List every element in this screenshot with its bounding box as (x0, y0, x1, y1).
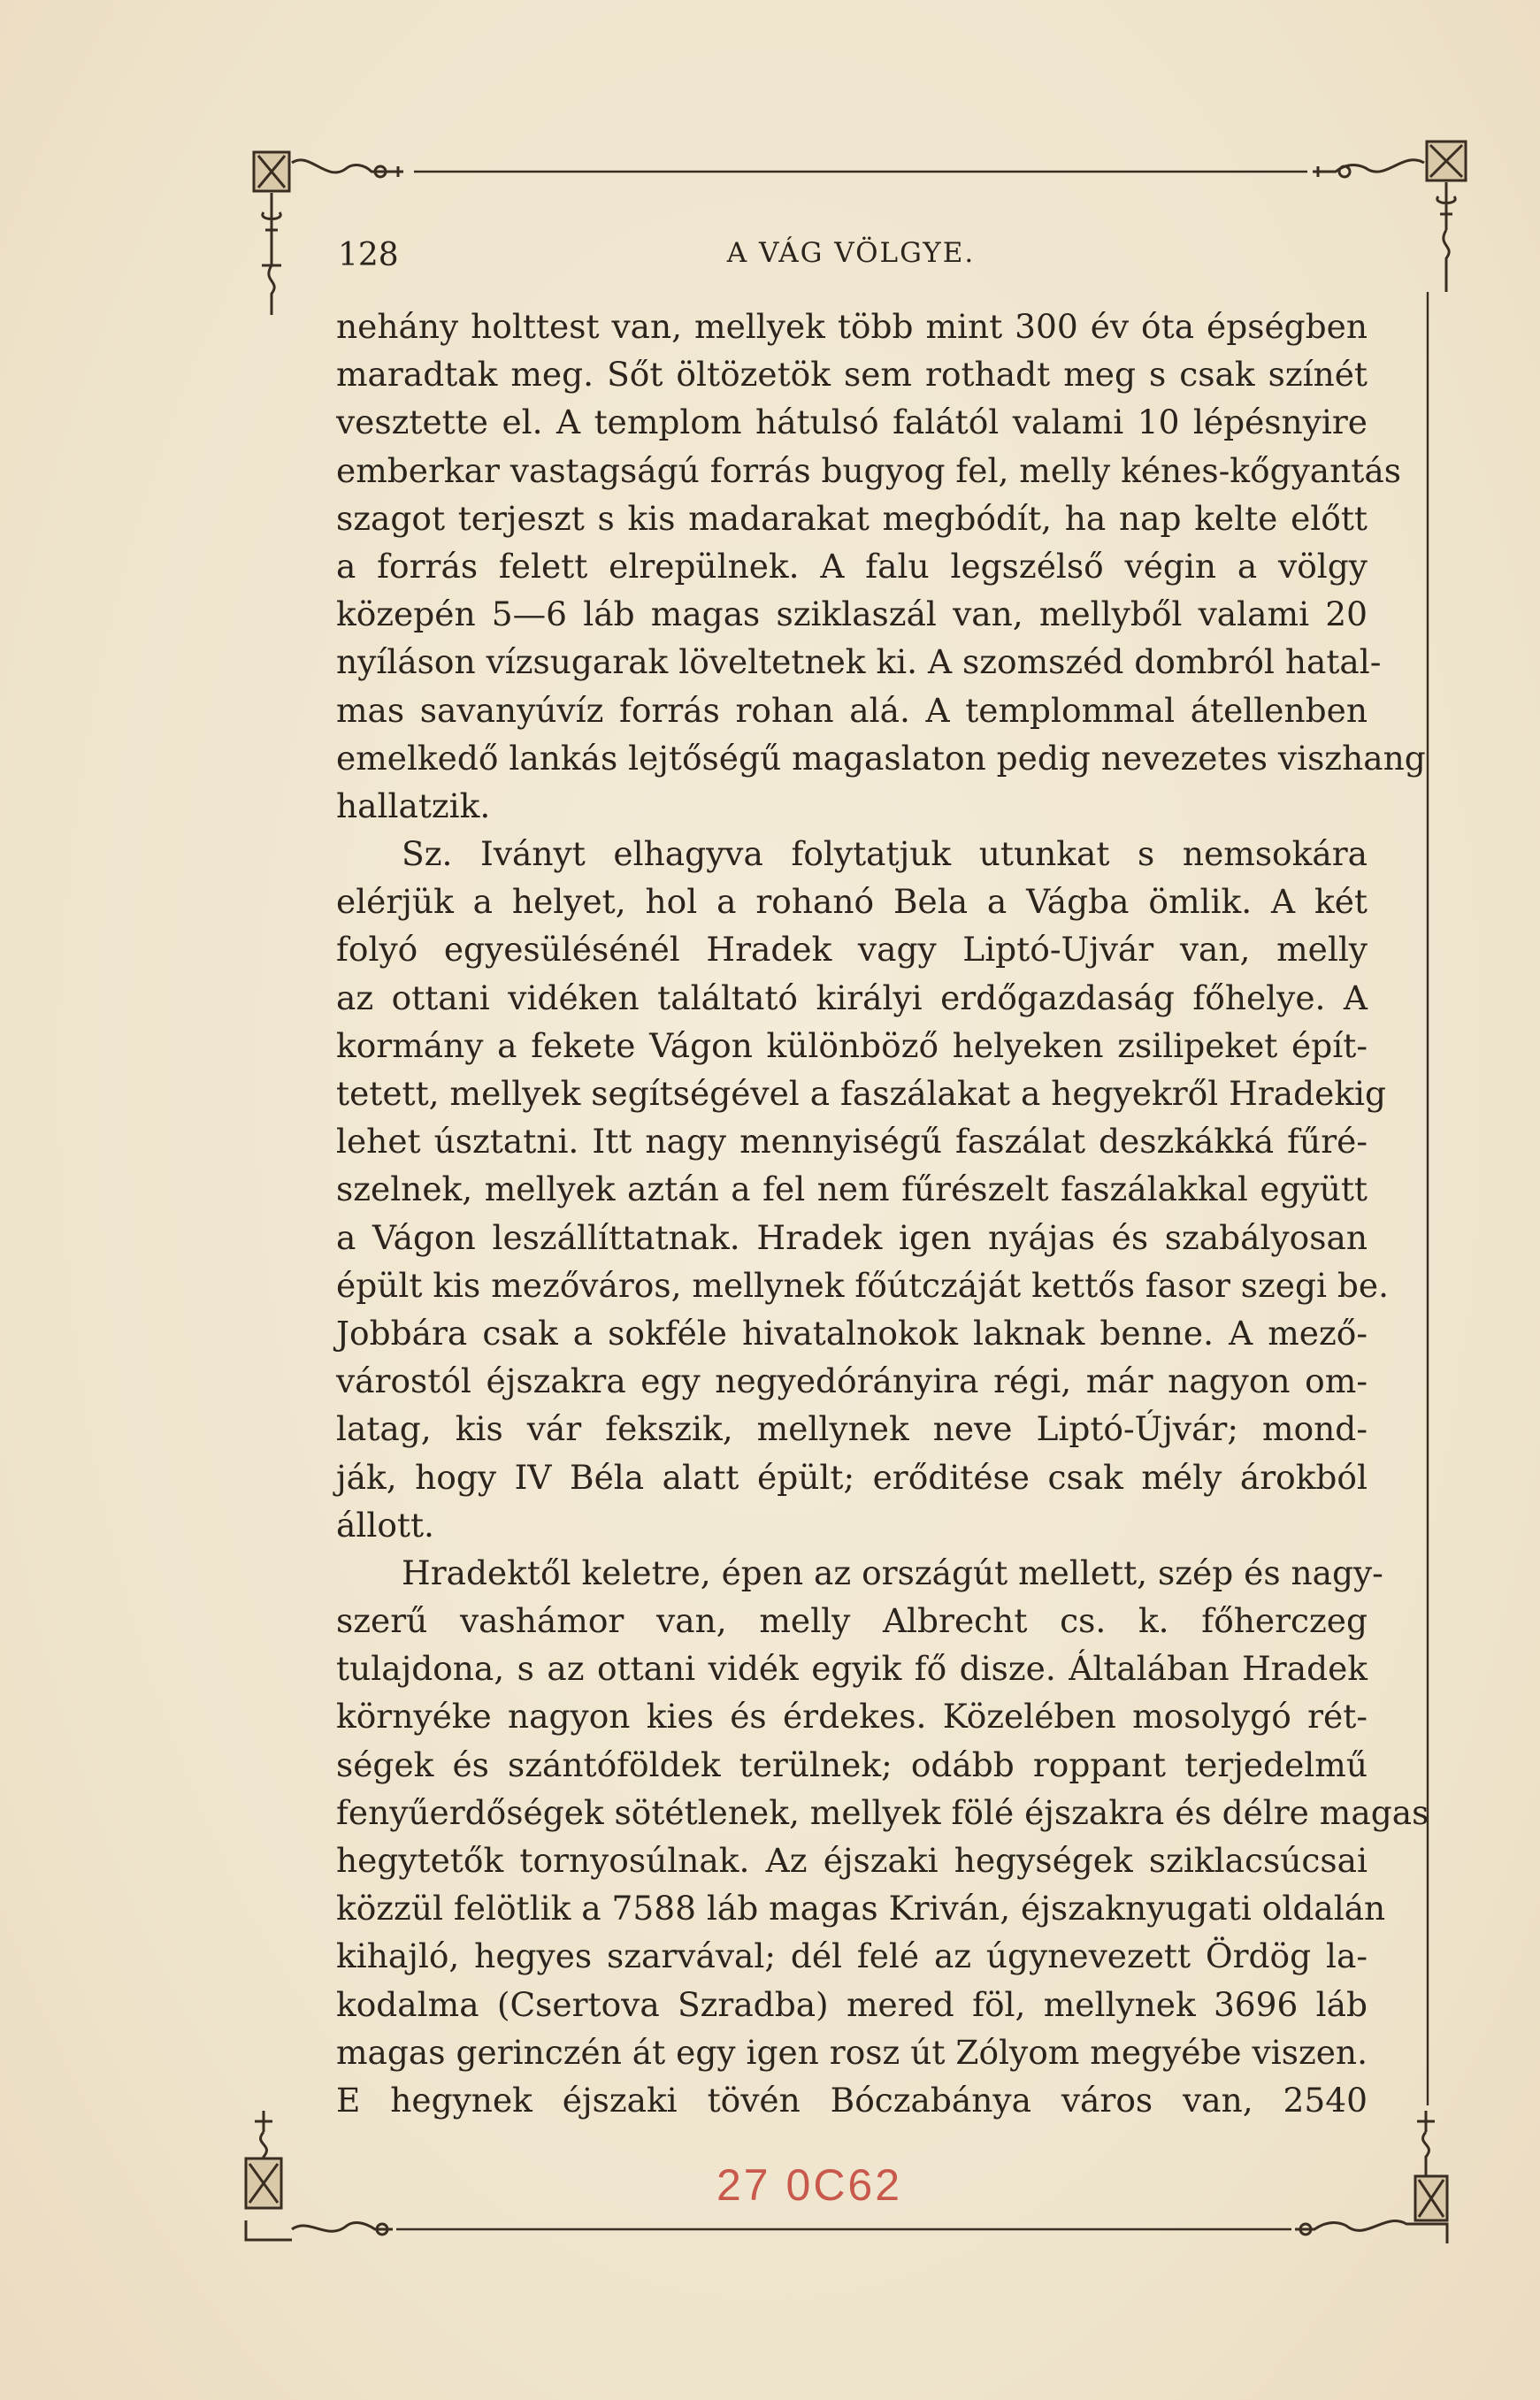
text-line: ják, hogy IV Béla alatt épült; erőditése csak mély árokból (336, 1457, 1368, 1497)
text-line: hallatzik. (336, 786, 491, 825)
text-line: magas gerinczén át egy igen rosz út Zólyom megyébe viszen. (336, 2032, 1368, 2072)
text-line: közzül felötlik a 7588 láb magas Kriván, éjszaknyugati oldalán (336, 1889, 1386, 1928)
corner-ornament-bottom-left (246, 2111, 393, 2240)
text-line: fenyűerdőségek sötétlenek, mellyek fölé éjszakra és délre magas (336, 1792, 1429, 1832)
text-line: közepén 5—6 láb magas sziklaszál van, mellyből valami 20 (336, 594, 1368, 634)
text-line: folyó egyesülésénél Hradek vagy Liptó-Ujvár van, melly (336, 930, 1368, 970)
page-number: 128 (338, 237, 399, 273)
corner-ornament-top-left (254, 152, 403, 315)
text-line: nehány holttest van, mellyek több mint 300 év óta épségben (336, 307, 1368, 346)
text-line: nyíláson vízsugarak löveltetnek ki. A szomszéd dombról hatal- (336, 642, 1382, 682)
text-line: lehet úsztatni. Itt nagy mennyiségű faszálat deszkákká fűré- (336, 1122, 1368, 1162)
corner-ornament-bottom-right (1295, 2111, 1447, 2243)
text-line: kihajló, hegyes szarvával; dél felé az úgynevezett Ördög la- (336, 1936, 1368, 1976)
body-text (336, 303, 1429, 2124)
text-line: kodalma (Csertova Szradba) mered föl, mellynek 3696 láb (336, 1984, 1368, 2024)
text-line: ségek és szántóföldek terülnek; odább roppant terjedelmű (336, 1744, 1368, 1784)
text-line: Sz. Iványt elhagyva folytatjuk utunkat s nemsokára (402, 834, 1368, 874)
text-line: Jobbára csak a sokféle hivatalnokok laknak benne. A mező- (336, 1313, 1368, 1353)
text-line: hegytetők tornyosúlnak. Az éjszaki hegységek sziklacsúcsai (336, 1841, 1368, 1880)
text-line: tetett, mellyek segítségével a faszálakat a hegyekről Hradekig (336, 1074, 1387, 1113)
text-line: a Vágon leszállíttatnak. Hradek igen nyájas és szabályosan (336, 1217, 1368, 1257)
page-header (338, 237, 1364, 281)
text-line: környéke nagyon kies és érdekes. Közelében mosolygó rét- (336, 1697, 1368, 1737)
text-line: várostól éjszakra egy negyedórányira régi, már nagyon om- (336, 1361, 1368, 1401)
text-line: szerű vashámor van, melly Albrecht cs. k. főherczeg (336, 1601, 1368, 1641)
text-line: vesztette el. A templom hátulsó falától valami 10 lépésnyire (336, 403, 1368, 442)
text-line: E hegynek éjszaki tövén Bóczabánya város van, 2540 (336, 2080, 1368, 2120)
text-line: épült kis mezőváros, mellynek főútczáját kettős fasor szegi be. (336, 1265, 1390, 1305)
text-line: szagot terjeszt s kis madarakat megbódít, ha nap kelte előtt (336, 498, 1368, 538)
text-line: a forrás felett elrepülnek. A falu legszélső végin a völgy (336, 546, 1368, 586)
text-line: szelnek, mellyek aztán a fel nem fűrészelt faszálakkal együtt (336, 1169, 1368, 1209)
text-line: Hradektől keletre, épen az országút mellett, szép és nagy- (402, 1553, 1383, 1592)
text-line: kormány a fekete Vágon különböző helyeken zsilipeket épít- (336, 1025, 1368, 1065)
text-line: maradtak meg. Sőt öltözetök sem rothadt meg s csak színét (336, 355, 1368, 395)
text-line: tulajdona, s az ottani vidék egyik fő disze. Általában Hradek (336, 1649, 1368, 1689)
text-line: mas savanyúvíz forrás rohan alá. A templommal átellenben (336, 690, 1368, 730)
text-line: emelkedő lankás lejtőségű magaslaton pedig nevezetes viszhang (336, 738, 1426, 778)
text-line: elérjük a helyet, hol a rohanó Bela a Vágba ömlik. A két (336, 882, 1368, 922)
text-line: állott. (336, 1505, 434, 1545)
text-line: az ottani vidéken találtató királyi erdőgazdaság főhelye. A (336, 978, 1368, 1017)
library-stamp: 27 0C62 (716, 2160, 903, 2210)
text-line: emberkar vastagságú forrás bugyog fel, melly kénes-kőgyantás (336, 450, 1401, 490)
running-title: A VÁG VÖLGYE. (726, 237, 976, 269)
text-line: latag, kis vár fekszik, mellynek neve Liptó-Újvár; mond- (336, 1409, 1368, 1449)
